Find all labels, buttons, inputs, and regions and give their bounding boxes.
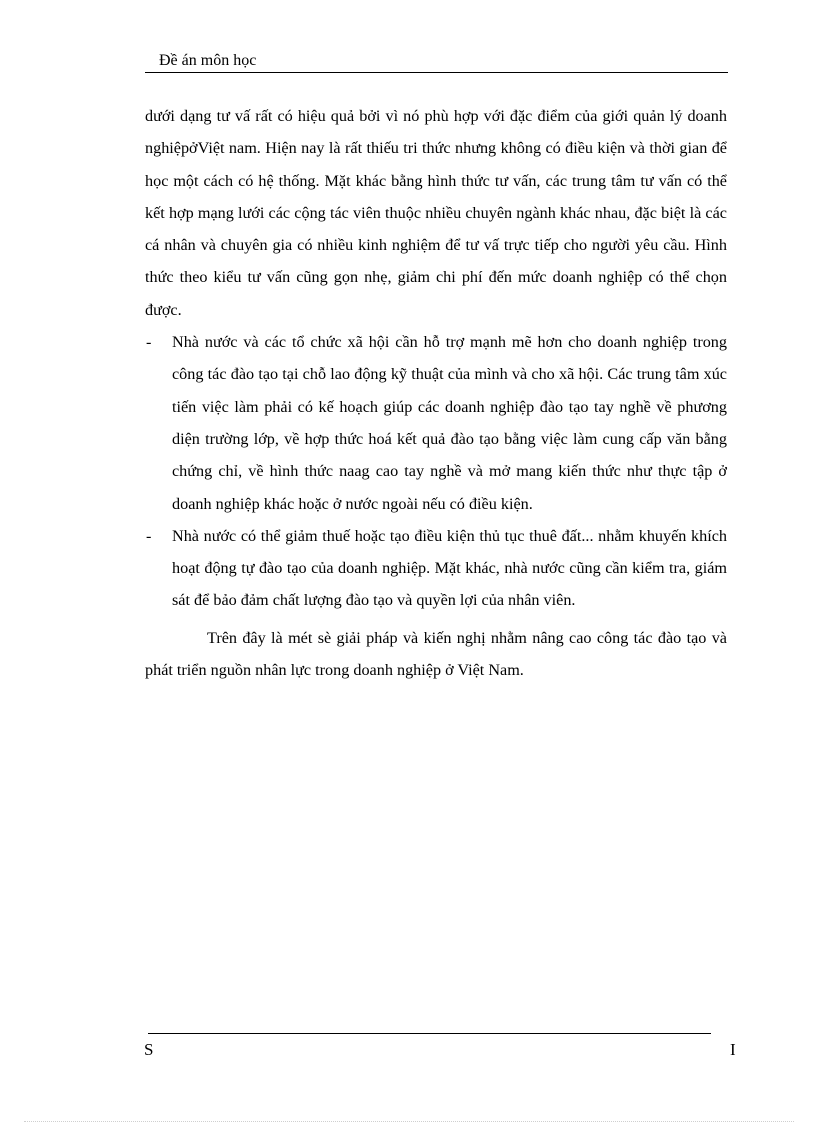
footer-right-text: I [730,1040,736,1059]
header-title: Đề án môn học [159,52,257,69]
bullet-item [145,520,727,617]
body-paragraph: dưới dạng tư vấ rất có hiệu quả bởi vì nó phù hợp với đặc điểm của giới quản lý doanh nghiệpởViệt nam. Hiện nay là rất thiếu tri thức nhưng không có điều kiện và thời gian để học một cách có hệ thống. Mặt khác bằng hình thức tư vấn, các trung tâm tư vấn có thể kết hợp mạng lưới các cộng tác viên thuộc nhiều chuyên ngành khác nhau, đặc biệt là các cá nhân và chuyên gia có nhiều kinh nghiệm để tư vấ trực tiếp cho người yêu cầu. Hình thức theo kiểu tư vấn cũng gọn nhẹ, giảm chi phí đến mức doanh nghiệp có thể chọn được. [145,107,727,319]
closing-paragraph: Trên đây là mét sè giải pháp và kiến nghị nhằm nâng cao công tác đào tạo và phát triển nguồn nhân lực trong doanh nghiệp ở Việt Nam. [145,628,727,680]
bullet-text: Nhà nước và các tổ chức xã hội cần hỗ trợ mạnh mẽ hơn cho doanh nghiệp trong công tác đào tạo tại chỗ lao động kỹ thuật của mình và cho xã hội. Các trung tâm xúc tiến việc làm phải có kế hoạch giúp các doanh nghiệp đào tạo tay nghề về phương diện trường lớp, về hợp thức hoá kết quả đào tạo bằng việc làm cung cấp văn bằng chứng chỉ, về hình thức naag cao tay nghề và mở mang kiến thức như thực tập ở doanh nghiệp khác hoặc ở nước ngoài nếu có điều kiện. [172,333,727,513]
footer-left-text: S [144,1040,154,1059]
bullet-dash: - [146,333,152,352]
bullet-text: Nhà nước có thể giảm thuế hoặc tạo điều kiện thủ tục thuê đất... nhằm khuyến khích hoạt động tự đào tạo của doanh nghiệp. Mặt khác, nhà nước cũng cần kiểm tra, giám sát để bảo đảm chất lượng đào tạo và quyền lợi của nhân viên. [172,526,727,610]
footer-rule [148,1033,711,1034]
page-edge-divider [24,1121,794,1122]
document-body [145,100,727,686]
bullet-item [145,326,727,520]
bullet-dash: - [146,526,152,545]
page-header [145,50,728,73]
